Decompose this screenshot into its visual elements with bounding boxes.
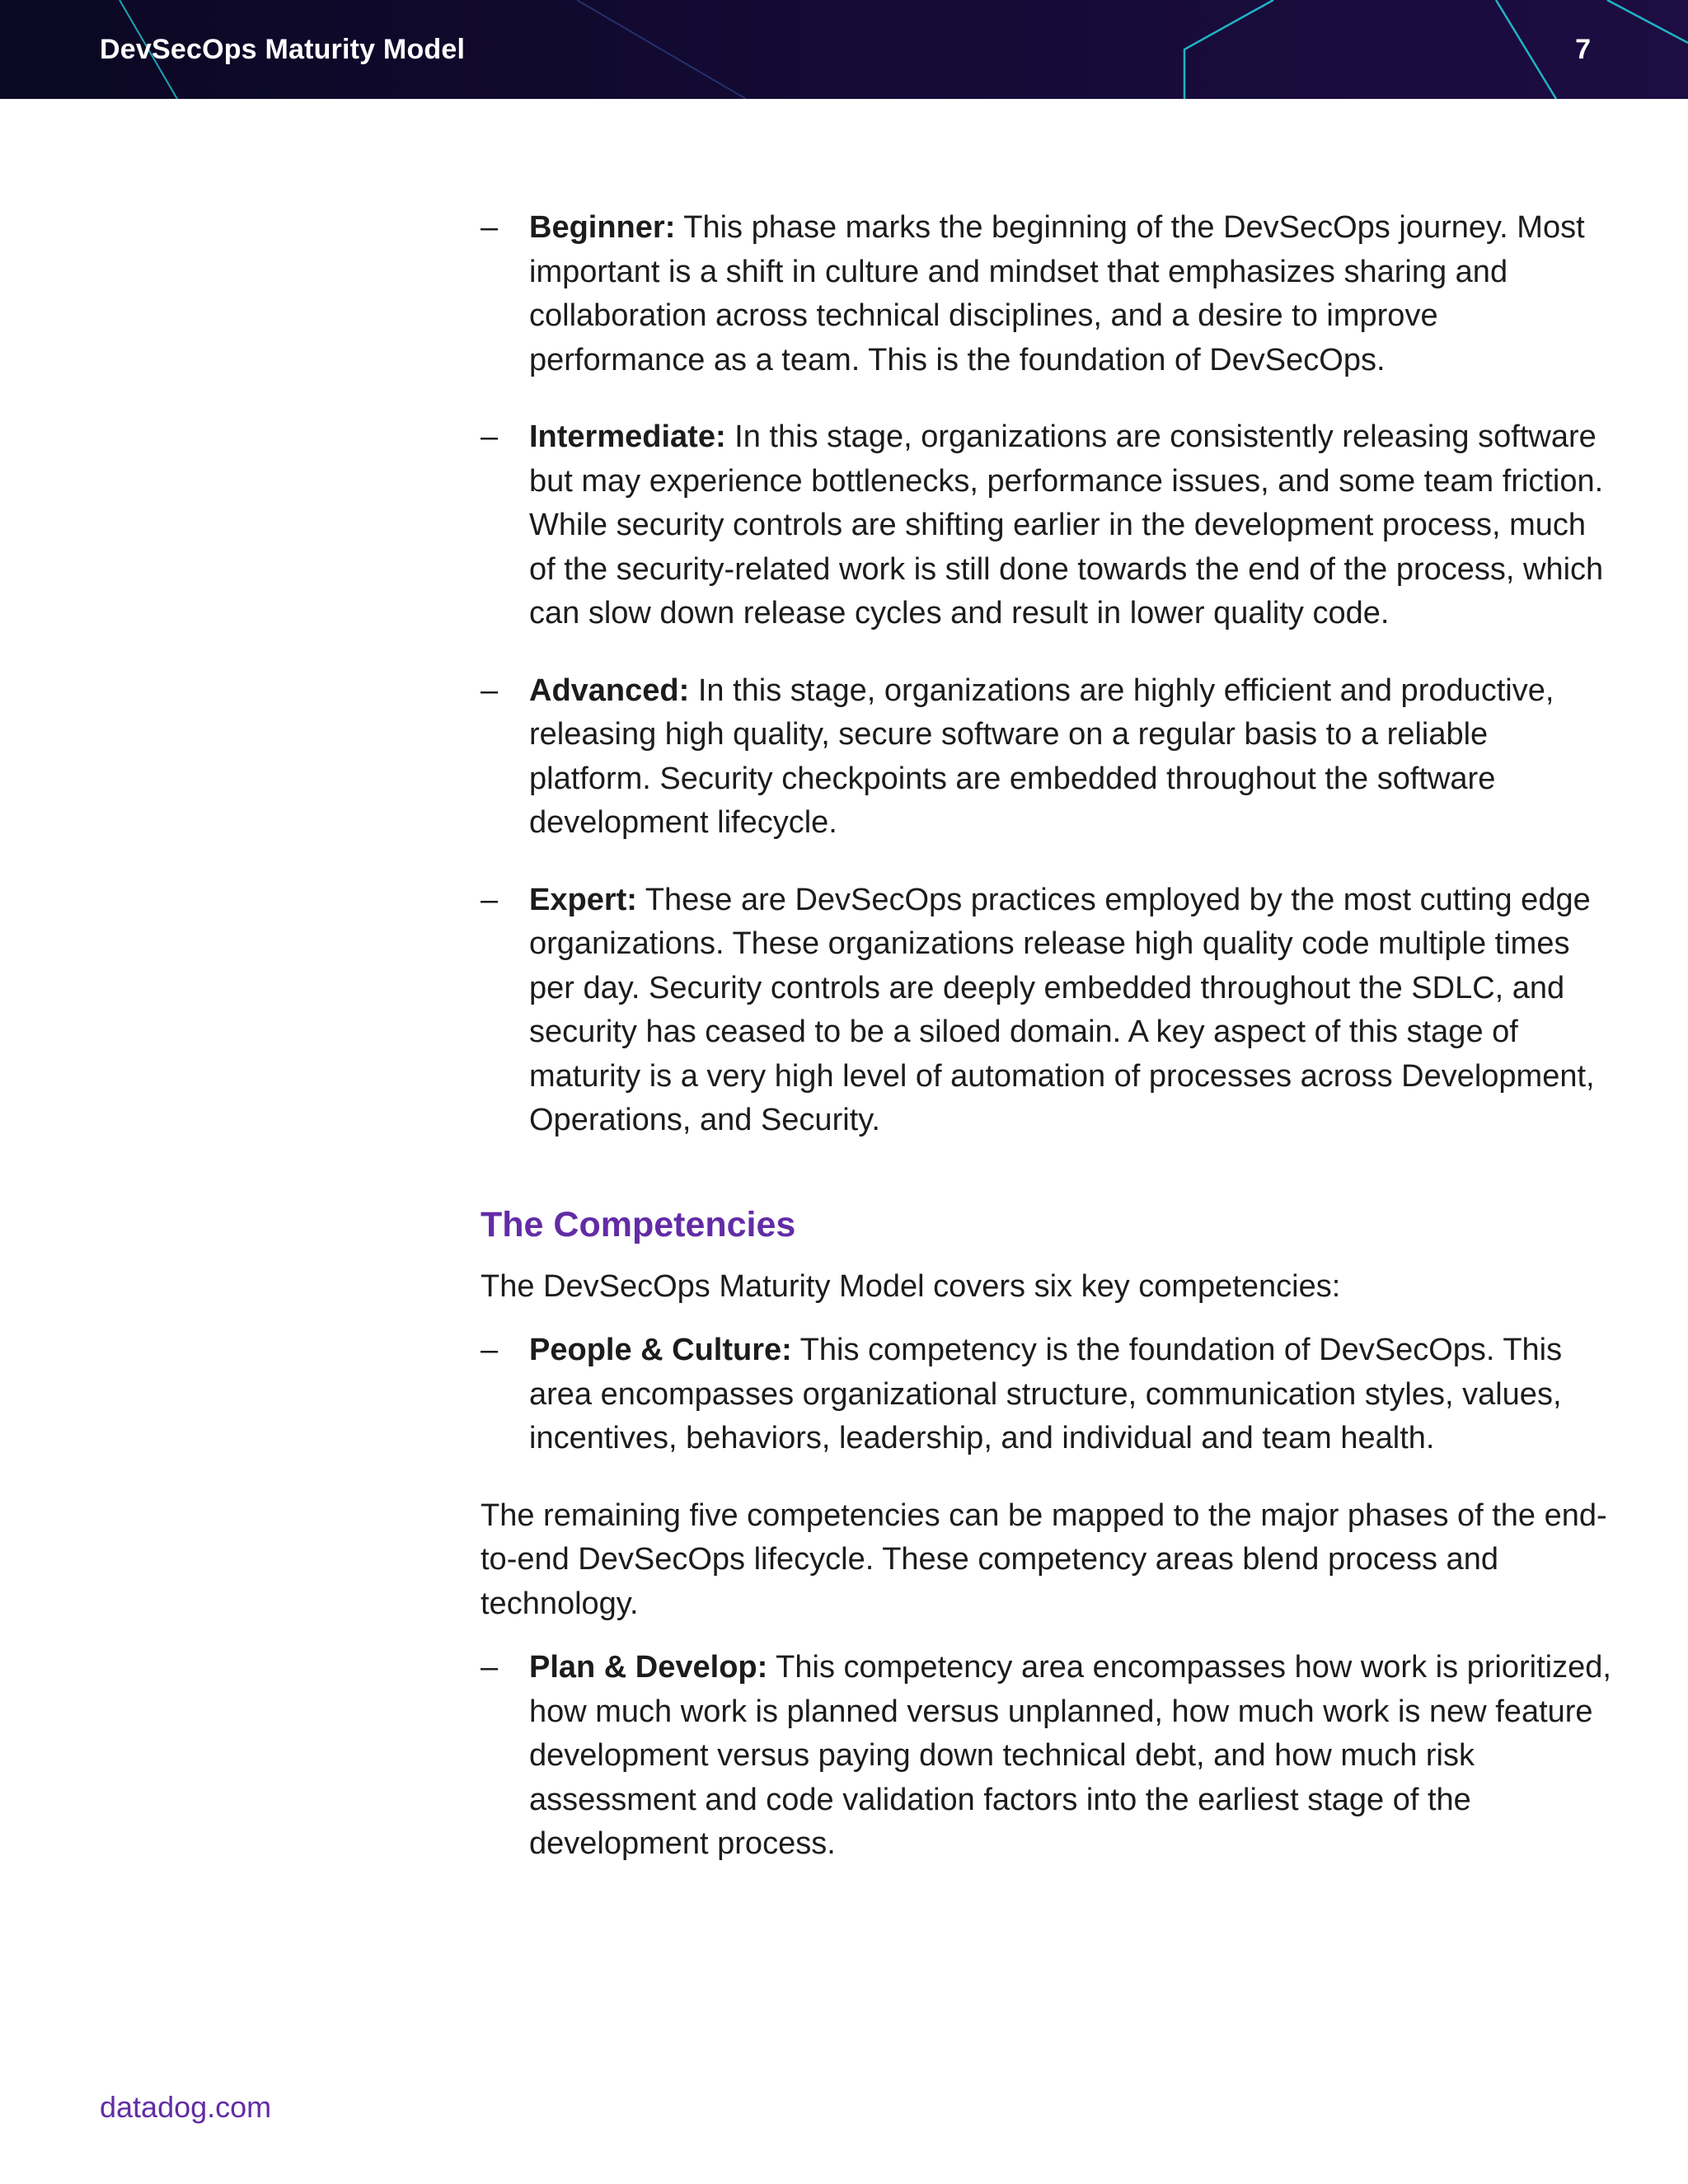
document-title: DevSecOps Maturity Model [100,34,466,65]
remaining-competencies-paragraph: The remaining five competencies can be mapped to the major phases of the end-to-end DevSecOps lifecycle. These competency areas blend process and technology. [481,1497,1607,1621]
stage-expert [481,879,1618,1143]
dash-marker: – [481,882,499,917]
competency-description: This competency area encompasses how work is prioritized, how much work is planned versus unplanned, how much work is new feature development versus paying down technical debt, and how much risk assessment and code validation factors into the earliest stage of the development process. [529,1650,1611,1861]
page-number: 7 [1575,34,1591,65]
stage-term: Expert: [529,882,637,917]
stage-advanced [481,669,1618,846]
stage-term: Advanced: [529,673,690,708]
competency-term: Plan & Develop: [529,1650,768,1685]
page-header [0,0,1688,99]
stage-term: Intermediate: [529,419,726,454]
stage-intermediate [481,415,1618,636]
dash-marker: – [481,1650,499,1685]
stage-description: In this stage, organizations are highly efficient and productive, releasing high quality, secure software on a regular basis to a reliable platform. Security checkpoints are embedded throughout the software development lifecycle. [529,673,1554,840]
stage-description: These are DevSecOps practices employed by the most cutting edge organizations. These organizations release high quality code multiple times per day. Security controls are deeply embedded throughout the SDLC, and security has ceased to be a siloed domain. A key aspect of this stage of maturity is a very high level of automation of processes across Development, Operations, and Security. [529,882,1595,1137]
dash-marker: – [481,419,499,454]
section-heading: The Competencies [481,1204,796,1244]
dash-marker: – [481,1333,499,1367]
footer-link[interactable]: datadog.com [100,2090,272,2124]
stage-beginner [481,206,1618,382]
stage-description: In this stage, organizations are consistently releasing software but may experience bottlenecks, performance issues, and some team friction. While security controls are shifting earlier in the development process, much of the security-related work is still done towards the end of the process, which can slow down release cycles and result in lower quality code. [529,419,1604,630]
stage-description: This phase marks the beginning of the DevSecOps journey. Most important is a shift in culture and mindset that emphasizes sharing and collaboration across technical disciplines, and a desire to improve performance as a team. This is the foundation of DevSecOps. [529,210,1585,377]
competency-people-culture [481,1329,1618,1461]
competency-term: People & Culture: [529,1333,792,1367]
stage-term: Beginner: [529,210,676,245]
competency-description: This competency is the foundation of DevSecOps. This area encompasses organizational structure, communication styles, values, incentives, behaviors, leadership, and individual and team health. [529,1333,1563,1455]
competency-plan-develop [481,1646,1618,1867]
main-content [481,206,1618,1900]
dash-marker: – [481,673,499,708]
competencies-intro: The DevSecOps Maturity Model covers six key competencies: [481,1268,1341,1304]
dash-marker: – [481,210,499,245]
